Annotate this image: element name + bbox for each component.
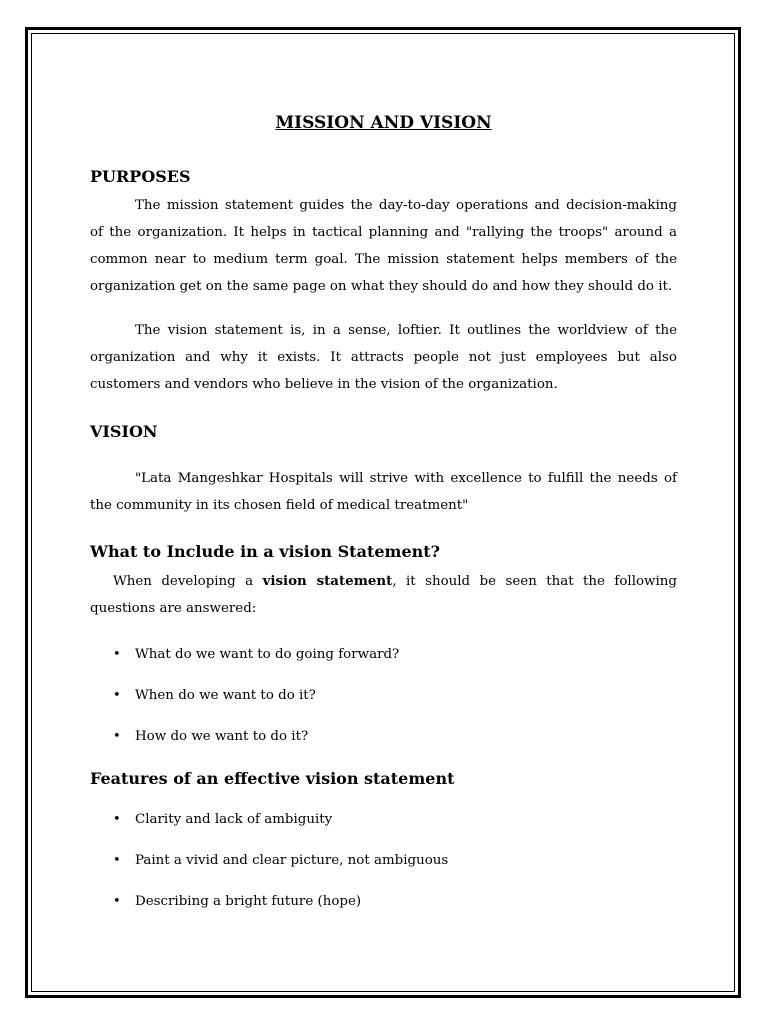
list-item-text: When do we want to do it? (135, 688, 316, 703)
list-item-text: Clarity and lack of ambiguity (135, 812, 333, 827)
features-list (90, 810, 448, 933)
bullet-icon: • (113, 647, 121, 662)
bullet-icon: • (113, 812, 121, 827)
questions-list (90, 645, 399, 768)
heading-what-to-include: What to Include in a vision Statement? (90, 542, 441, 561)
list-item (90, 686, 399, 727)
bullet-icon: • (113, 729, 121, 744)
purposes-paragraph-1 (90, 192, 677, 300)
vision-statement (90, 465, 677, 519)
include-intro-text: When developing a (113, 574, 263, 589)
list-item (90, 810, 448, 851)
heading-vision: VISION (90, 422, 158, 441)
include-intro-rest: , it should be seen that the following questions are answered: (90, 574, 677, 616)
list-item-text: Paint a vivid and clear picture, not ambiguous (135, 853, 449, 868)
bullet-icon: • (113, 894, 121, 909)
list-item (90, 851, 448, 892)
list-item-text: Describing a bright future (hope) (135, 894, 362, 909)
purposes-paragraph-2 (90, 317, 677, 398)
vision-statement-text: "Lata Mangeshkar Hospitals will strive with excellence to fulfill the needs of the community in its chosen field of medical treatment" (90, 471, 677, 513)
list-item-text: What do we want to do going forward? (135, 647, 400, 662)
include-intro (90, 568, 677, 622)
include-intro-bold: vision statement (262, 573, 393, 589)
bullet-icon: • (113, 853, 121, 868)
heading-purposes: PURPOSES (90, 167, 191, 186)
purposes-paragraph-2-text: The vision statement is, in a sense, loftier. It outlines the worldview of the organization and why it exists. It attracts people not just employees but also customers and vendors who believe in the vision of the organization. (90, 323, 677, 392)
page-title: MISSION AND VISION (275, 113, 492, 133)
list-item (90, 892, 448, 933)
list-item (90, 727, 399, 768)
bullet-icon: • (113, 688, 121, 703)
list-item (90, 645, 399, 686)
heading-features: Features of an effective vision statement (90, 769, 455, 788)
purposes-paragraph-1-text: The mission statement guides the day-to-day operations and decision-making of the organization. It helps in tactical planning and "rallying the troops" around a common near to medium term goal. The mission statement helps members of the organization get on the same page on what they should do and how they should do it. (90, 198, 677, 294)
list-item-text: How do we want to do it? (135, 729, 309, 744)
